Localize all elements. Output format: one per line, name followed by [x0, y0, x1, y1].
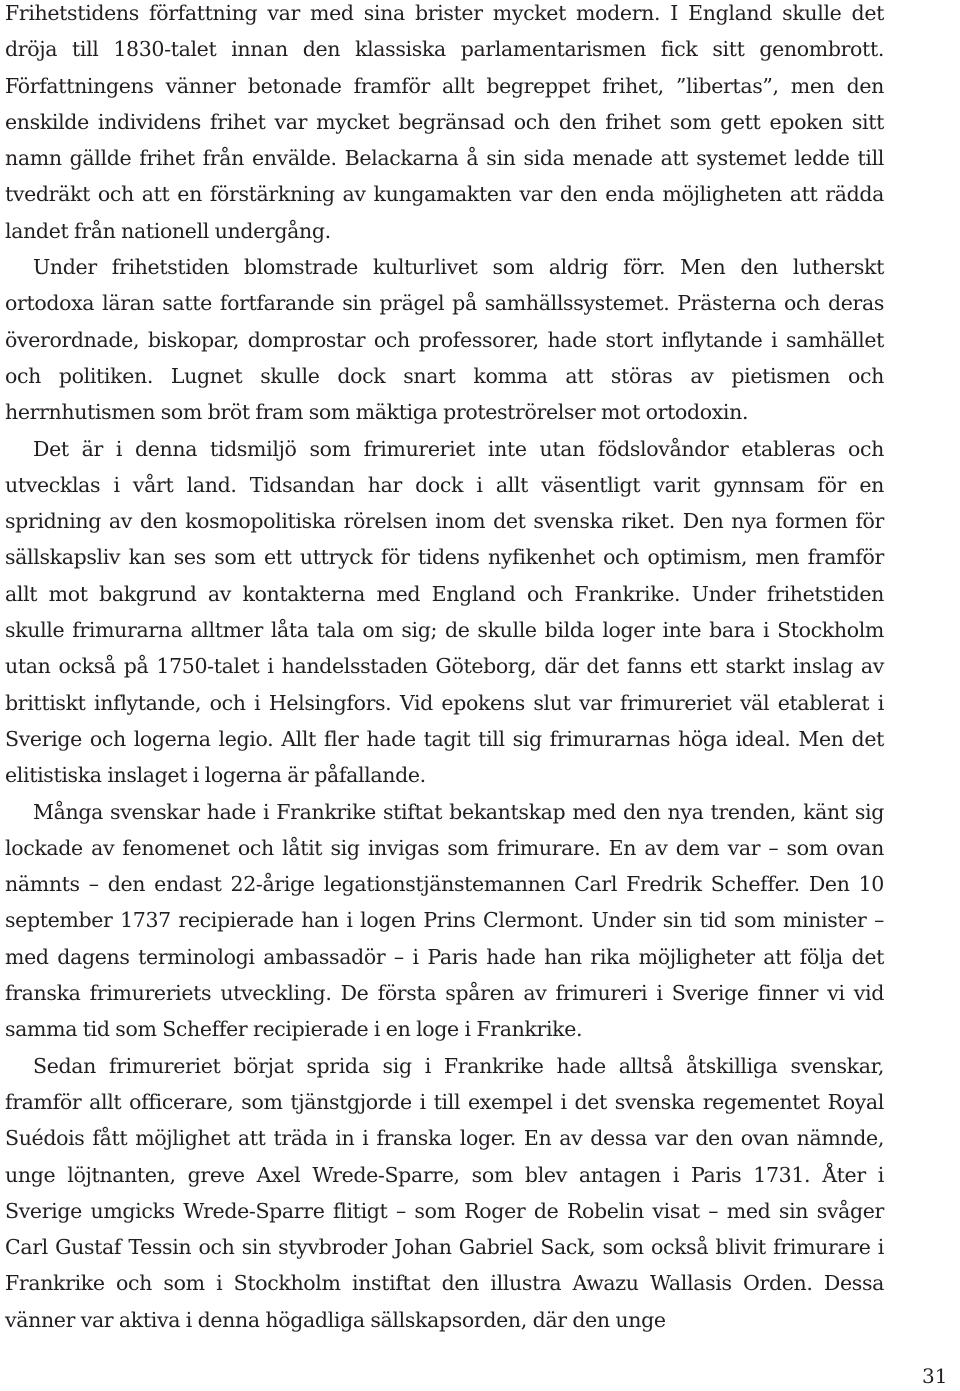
paragraph-3: Det är i denna tidsmiljö som frimureriet inte utan födslovåndor etableras och utvecklas i vårt land. Tidsandan har dock i allt väsentligt varit gynnsam för en spridning av den kosmopolitiska rörelsen inom det svenska riket. Den nya formen för sällskapsliv kan ses som ett uttryck för tidens nyfikenhet och optimism, men framför allt mot bakgrund av kontakterna med England och Frankrike. Under frihetstiden skulle frimurarna alltmer låta tala om sig; de skulle bilda loger inte bara i Stockholm utan också på 1750-talet i handelsstaden Göteborg, där det fanns ett starkt inslag av brittiskt inflytande, och i Helsingfors. Vid epokens slut var frimureriet väl etablerat i Sverige och logerna legio. Allt fler hade tagit till sig frimurarnas höga ideal. Men det elitistiska inslaget i logerna är påfallande.	[5, 436, 884, 788]
paragraph-2: Under frihetstiden blomstrade kulturlivet som aldrig förr. Men den lutherskt ortodoxa läran satte fortfarande sin prägel på samhällssystemet. Prästerna och deras överordnade, biskopar, domprostar och professorer, hade stort inflytande i samhället och politiken. Lugnet skulle dock snart komma att störas av pietismen och herrnhutismen som bröt fram som mäktiga proteströrelser mot ortodoxin.	[5, 255, 884, 425]
page-number: 31	[922, 1364, 948, 1388]
paragraph-1: Frihetstidens författning var med sina brister mycket modern. I England skulle det dröja till 1830-talet innan den klassiska parlamentarismen fick sitt genombrott. Författningens vänner betonade framför allt begreppet frihet, ”libertas”, men den enskilde individens frihet var mycket begränsad och den frihet som gett epoken sitt namn gällde frihet från envälde. Belackarna å sin sida menade att systemet ledde till tvedräkt och att en förstärkning av kungamakten var den enda möjligheten att rädda landet från nationell undergång.	[5, 1, 884, 243]
paragraph-5: Sedan frimureriet börjat sprida sig i Frankrike hade alltså åtskilliga svenskar, framför allt officerare, som tjänstgjorde i till exempel i det svenska regementet Royal Suédois fått möjlighet att träda in i franska loger. En av dessa var den ovan nämnde, unge löjtnanten, greve Axel Wrede-Sparre, som blev antagen i Paris 1731. Åter i Sverige umgicks Wrede-Sparre flitigt – som Roger de Robelin visat – med sin svåger Carl Gustaf Tessin och sin styvbroder Johan Gabriel Sack, som också blivit frimurare i Frankrike och som i Stockholm instiftat den illustra Awazu Wallasis Orden. Dessa vänner var aktiva i denna högadliga sällskapsorden, där den unge	[5, 1053, 884, 1332]
paragraph-4: Många svenskar hade i Frankrike stiftat bekantskap med den nya trenden, känt sig lockade av fenomenet och låtit sig invigas som frimurare. En av dem var – som ovan nämnts – den endast 22-årige legationstjänstemannen Carl Fredrik Scheffer. Den 10 september 1737 recipierade han i logen Prins Clermont. Under sin tid som minister – med dagens terminologi ambassadör – i Paris hade han rika möjligheter att följa det franska frimureriets utveckling. De första spåren av frimureri i Sverige finner vi vid samma tid som Scheffer recipierade i en loge i Frankrike.	[5, 799, 884, 1042]
body-text	[5, 0, 884, 1338]
